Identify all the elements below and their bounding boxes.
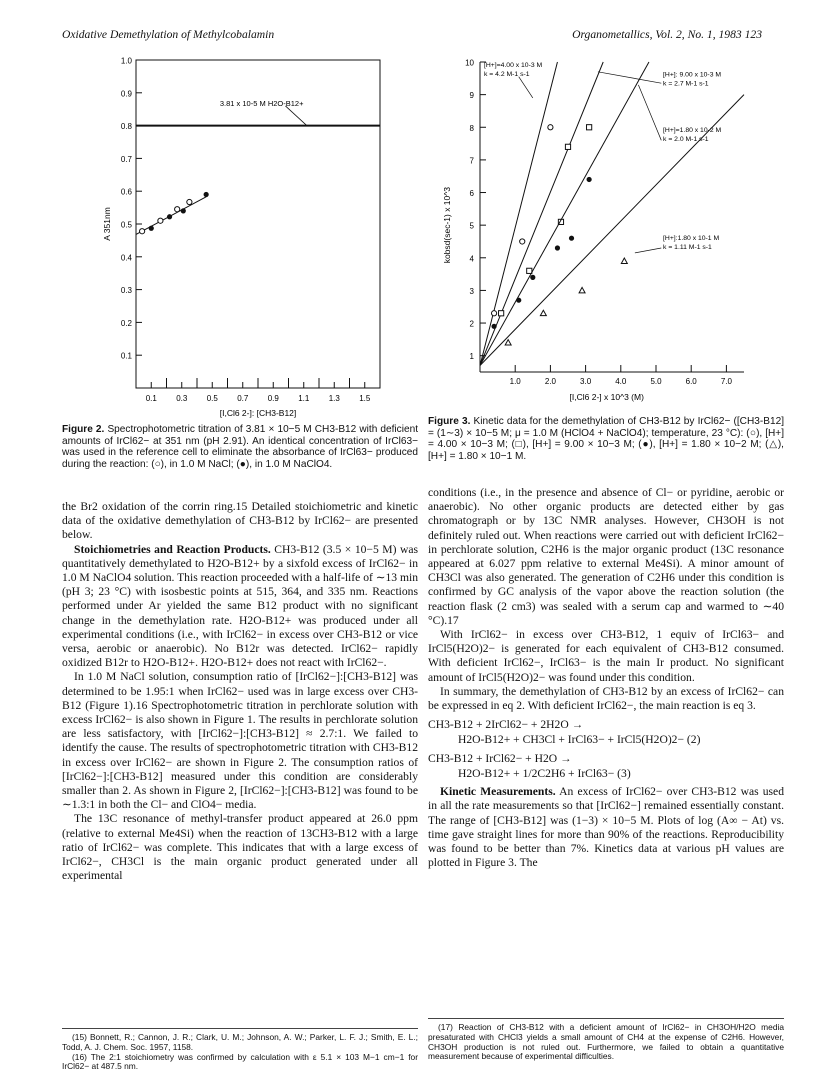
footnote: (17) Reaction of CH3-B12 with a deficient amount of IrCl62− in CH3OH/H2O media presaturated with CHCl3 yields a small amount of CH4 at the expense of C2H6. However, CH3OH production is not ruled out. Furthermore, we failed to obtain a quantitative measurement because of experimental difficulties. bbox=[428, 1022, 784, 1062]
paragraph: conditions (i.e., in the presence and absence of Cl− or pyridine, aerobic or anaerobic). No other organic products are detected either by gas chromatograph or by 13C NMR analyses. However, CH3OH is not definitely ruled out. When reactions were carried out with deficient IrCl62− in perchlorate solution, C2H6 is the major organic product (13C resonance appeared at 6.027 ppm relative to external Me4Si). A minor amount of CH3Cl was also generated. The generation of C2H6 under this condition is confirmed by GC analysis of the vapor above the reaction solution (the reaction flask (2 cm3) was sealed with a serum cap and warmed to ∼40 °C).17 bbox=[428, 486, 784, 627]
data-point-open-triangle bbox=[621, 258, 627, 263]
series-line bbox=[480, 62, 603, 365]
x-tick-label: 0.3 bbox=[176, 394, 188, 403]
data-point-open-circle bbox=[187, 199, 192, 204]
x-tick-label: 3.0 bbox=[580, 377, 592, 386]
y-tick-label: 1 bbox=[469, 352, 474, 362]
equation-2 bbox=[428, 717, 784, 747]
x-tick-label: 5.0 bbox=[650, 377, 662, 386]
data-point-filled-circle bbox=[555, 245, 560, 250]
figure-2-caption-label: Figure 2. bbox=[62, 424, 105, 435]
paragraph-text: CH3-B12 (3.5 × 10−5 M) was quantitatively demethylated to H2O-B12+ by a sixfold excess of IrCl62− in 1.0 M NaClO4 solution. This reaction proceeded with a half-life of ∼13 min (pH 3; 23 °C) with isosbestic points at 515, 364, and 335 nm. Reactions performed under Ar yielded the same B12 product with no significant change in the demethylation rate. H2O-B12+ was produced under all experimental conditions (i.e., with IrCl62− in excess over CH3-B12 or vice versa, aerobic or anaerobic). No B12r was detected. IrCl62− rapidly oxidized B12r to H2O-B12+. H2O-B12+ does not react with IrCl62−. bbox=[62, 542, 418, 670]
data-point-filled-circle bbox=[491, 324, 496, 329]
figure-2-chart bbox=[62, 52, 418, 418]
data-point-filled-circle bbox=[167, 214, 172, 219]
x-tick-label: 6.0 bbox=[685, 377, 697, 386]
y-tick-label: 7 bbox=[469, 156, 474, 166]
data-point-open-circle bbox=[491, 311, 496, 316]
series-label-k: k = 2.0 M-1 s-1 bbox=[663, 136, 709, 144]
data-point-open-circle bbox=[140, 229, 145, 234]
y-tick-label: 0.4 bbox=[120, 253, 132, 263]
right-body-text bbox=[428, 486, 784, 870]
left-footnotes bbox=[62, 1028, 418, 1072]
paragraph: In 1.0 M NaCl solution, consumption ratio of [IrCl62−]:[CH3-B12] was determined to be 1.95:1 when IrCl62− used was in large excess over CH3-B12 (Figure 1).16 Spectrophotometric titration in perchlorate solution with excess IrCl62− is also shown in Figure 1. The results in perchlorate solution are less satisfactory, with [IrCl62−]:[CH3-B12] ≈ 2.7:1. We failed to identify the cause. The results of spectrophotometric titration with CH3-B12 in excess over IrCl62− are shown in Figure 2. The consumption ratios of [IrCl62−]:[CH3-B12] measured under this condition are considerably smaller than 2. As shown in Figure 2, [IrCl62−]:[CH3-B12] was found to be ∼1.3:1 in both the Cl− and ClO4− media. bbox=[62, 670, 418, 812]
figure-3-caption bbox=[428, 416, 784, 462]
paragraph bbox=[428, 785, 784, 870]
paragraph-text: An excess of IrCl62− over CH3-B12 was used in all the rate measurements so that [IrCl62−] remained essentially constant. The range of [CH3-B12] was (1−3) × 10−5 M. Plots of log (A∞ − At) vs. time gave straight lines for more than 90% of the reactions. Reproducibility was found to be better than 7%. Kinetics data at various pH values are plotted in Figure 3. The bbox=[428, 785, 784, 870]
data-point-open-circle bbox=[158, 218, 163, 223]
data-point-filled-circle bbox=[181, 208, 186, 213]
paragraph: With IrCl62− in excess over CH3-B12, 1 equiv of IrCl63− and IrCl5(H2O)2− is generated for each equivalent of CH3-B12 consumed. With deficient IrCl62−, IrCl63− is the main Ir product. No significant amount of IrCl5(H2O)2− was found under this condition. bbox=[428, 628, 784, 684]
y-tick-label: 0.6 bbox=[120, 187, 132, 197]
x-tick-label: 4.0 bbox=[615, 377, 627, 386]
paragraph: the Br2 oxidation of the corrin ring.15 Detailed stoichiometric and kinetic data of the oxidative demethylation of CH3-B12 by IrCl62− are presented below. bbox=[62, 500, 418, 542]
y-tick-label: 0.3 bbox=[120, 286, 132, 296]
series-label-k: k = 4.2 M-1 s-1 bbox=[484, 70, 530, 78]
x-tick-label: 7.0 bbox=[720, 377, 732, 386]
running-head-title: Oxidative Demethylation of Methylcobalamin bbox=[62, 28, 275, 41]
y-tick-label: 9 bbox=[469, 91, 474, 101]
figure-3-caption-text: Kinetic data for the demethylation of CH3-B12 by IrCl62− ([CH3-B12] = (1∼3) × 10−5 M; μ = 1.0 M (HClO4 + NaClO4); temperature, 23 °C): (○), [H+] = 4.00 × 10−3 M; (□), [H+] = 9.00 × 10−3 M; (●), [H+] = 1.80 × 10−2 M; (△), [H+] = 1.80 × 10−1 M. bbox=[428, 416, 784, 462]
data-point-filled-circle bbox=[149, 226, 154, 231]
data-point-open-circle bbox=[548, 125, 553, 130]
x-tick-label: 0.1 bbox=[145, 394, 157, 403]
x-tick-label: 0.7 bbox=[237, 394, 249, 403]
equation-3-line-2: H2O-B12+ + 1/2C2H6 + IrCl63− (3) bbox=[458, 767, 631, 781]
data-point-filled-circle bbox=[587, 177, 592, 182]
series-label-h: [H+]:1.80 x 10-1 M bbox=[663, 234, 720, 242]
series-label-h: [H+]: 9.00 x 10-3 M bbox=[663, 71, 722, 79]
paragraph: The 13C resonance of methyl-transfer product appeared at 26.0 ppm (relative to external Me4Si) when the reaction of 13CH3-B12 with a large ratio of IrCl62− was complete. This indicates that with a large excess of IrCl62−, CH3Cl is the main organic product generated under all experimental bbox=[62, 812, 418, 883]
y-tick-label: 5 bbox=[469, 221, 474, 231]
y-tick-label: 10 bbox=[465, 58, 474, 68]
data-point-open-square bbox=[499, 311, 504, 316]
equation-2-line-1: CH3-B12 + 2IrCl62− + 2H2O → bbox=[428, 718, 584, 732]
x-tick-label: 1.1 bbox=[298, 394, 310, 403]
y-tick-label: 0.5 bbox=[120, 220, 132, 230]
series-label-leader bbox=[598, 72, 661, 83]
running-head bbox=[62, 28, 762, 44]
x-tick-label: 0.5 bbox=[206, 394, 218, 403]
series-label-k: k = 2.7 M-1 s-1 bbox=[663, 80, 709, 88]
figure-3-chart bbox=[428, 58, 784, 410]
y-tick-label: 0.1 bbox=[120, 351, 132, 361]
section-heading: Stoichiometries and Reaction Products. bbox=[74, 542, 271, 556]
data-point-filled-circle bbox=[569, 236, 574, 241]
y-axis-label: A 351nm bbox=[102, 207, 112, 241]
y-tick-label: 0.8 bbox=[120, 122, 132, 132]
equation-3 bbox=[428, 751, 784, 781]
plot-frame bbox=[136, 60, 380, 388]
paragraph bbox=[62, 543, 418, 671]
series-label-k: k = 1.11 M-1 s-1 bbox=[663, 243, 712, 251]
data-point-open-square bbox=[527, 268, 532, 273]
data-point-open-triangle bbox=[505, 340, 511, 345]
y-tick-label: 1.0 bbox=[120, 56, 132, 66]
x-tick-label: 2.0 bbox=[544, 377, 556, 386]
series-label-leader bbox=[638, 85, 661, 140]
annotation-leader bbox=[285, 106, 306, 126]
figure-2-caption-text: Spectrophotometric titration of 3.81 × 10−5 M CH3-B12 with deficient amounts of IrCl62− at 351 nm (pH 2.91). An identical concentration of IrCl63− was used in the reference cell to eliminate the absorbance of IrCl63− produced during the reaction: (○), in 1.0 M NaCl; (●), in 1.0 M NaClO4. bbox=[62, 424, 418, 470]
y-tick-label: 2 bbox=[469, 319, 474, 329]
y-tick-label: 0.9 bbox=[120, 89, 132, 99]
running-head-journal: Organometallics, Vol. 2, No. 1, 1983 123 bbox=[572, 28, 762, 41]
annotation-label: 3.81 x 10-5 M H2O-B12+ bbox=[219, 98, 304, 108]
x-tick-label: 1.3 bbox=[328, 394, 340, 403]
series-label-h: [H+]=1.80 x 10-2 M bbox=[663, 127, 722, 135]
data-point-filled-circle bbox=[516, 298, 521, 303]
series-label-leader bbox=[519, 77, 533, 98]
equation-3-line-1: CH3-B12 + IrCl62− + H2O → bbox=[428, 752, 572, 766]
equation-2-line-2: H2O-B12+ + CH3Cl + IrCl63− + IrCl5(H2O)2− (2) bbox=[458, 733, 701, 747]
section-heading: Kinetic Measurements. bbox=[440, 785, 556, 799]
figure-2 bbox=[62, 52, 418, 423]
paragraph: In summary, the demethylation of CH3-B12 by an excess of IrCl62− can be expressed in eq 2. With deficient IrCl62−, the main reaction is eq 3. bbox=[428, 684, 784, 713]
y-tick-label: 8 bbox=[469, 123, 474, 133]
x-tick-label: 1.5 bbox=[359, 394, 371, 403]
y-tick-label: 6 bbox=[469, 189, 474, 199]
footnote: (15) Bonnett, R.; Cannon, J. R.; Clark, U. M.; Johnson, A. W.; Parker, L. F. J.; Smith, E. L.; Todd, A. J. Chem. Soc. 1957, 1158. bbox=[62, 1032, 418, 1052]
y-axis-label: kobsd(sec-1) x 10^3 bbox=[442, 187, 452, 264]
y-tick-label: 0.7 bbox=[120, 154, 132, 164]
data-point-filled-circle bbox=[204, 192, 209, 197]
x-tick-label: 0.9 bbox=[267, 394, 279, 403]
data-point-open-circle bbox=[520, 239, 525, 244]
figure-3 bbox=[428, 58, 784, 415]
x-axis-label: [I,Cl6 2-]: [CH3-B12] bbox=[219, 408, 297, 418]
data-point-open-circle bbox=[175, 207, 180, 212]
data-point-filled-circle bbox=[530, 275, 535, 280]
y-tick-label: 4 bbox=[469, 254, 474, 264]
footnote: (16) The 2:1 stoichiometry was confirmed by calculation with ε 5.1 × 103 M−1 cm−1 for IrCl62− at 487.5 nm. bbox=[62, 1051, 418, 1072]
y-tick-label: 0.2 bbox=[120, 318, 132, 328]
series-line bbox=[480, 62, 649, 365]
figure-2-caption bbox=[62, 424, 418, 470]
data-point-open-triangle bbox=[579, 287, 585, 292]
y-tick-label: 3 bbox=[469, 286, 474, 296]
figure-3-caption-label: Figure 3. bbox=[428, 416, 471, 427]
right-footnotes bbox=[428, 1018, 784, 1062]
data-point-open-triangle bbox=[540, 310, 546, 315]
x-tick-label: 1.0 bbox=[509, 377, 521, 386]
x-axis-label: [I,Cl6 2-] x 10^3 (M) bbox=[569, 392, 644, 402]
data-point-open-square bbox=[587, 125, 592, 130]
series-label-leader bbox=[635, 248, 661, 253]
series-line bbox=[480, 62, 557, 365]
left-body-text bbox=[62, 500, 418, 883]
series-label-h: [H+]=4.00 x 10-3 M bbox=[484, 61, 543, 69]
data-point-open-square bbox=[565, 144, 570, 149]
